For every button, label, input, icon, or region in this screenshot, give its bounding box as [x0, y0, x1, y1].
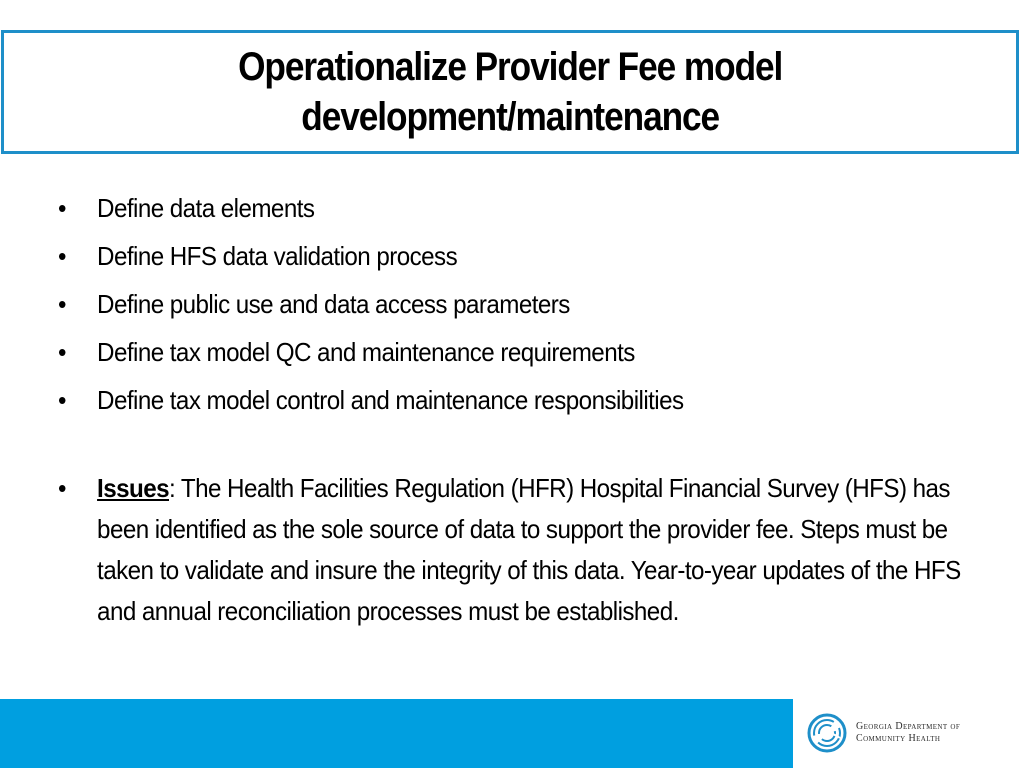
bullet-dot: •	[58, 473, 66, 503]
bullet-text: Define tax model control and maintenance responsibilities	[97, 385, 684, 415]
bullet-list	[58, 190, 961, 644]
issues-text: : The Health Facilities Regulation (HFR) Hospital Financial Survey (HFS) has been identified as the sole source of data to support the provider fee. Steps must be taken to validate and insure the integrity of this data. Year-to-year updates of the HFS and annual reconciliation processes must be established.	[97, 473, 961, 626]
issues-label: Issues	[97, 473, 170, 503]
dch-swirl-logo-icon	[806, 712, 848, 754]
dch-logo	[806, 712, 960, 754]
bullet-text: Define HFS data validation process	[97, 241, 458, 271]
bullet-text: Define data elements	[97, 193, 315, 223]
slide-title: Operationalize Provider Fee model development/maintenance	[237, 45, 783, 139]
bullet-item	[58, 382, 895, 418]
bullet-item	[58, 286, 895, 322]
bullet-dot: •	[58, 337, 66, 367]
bullet-text: Define tax model QC and maintenance requirements	[97, 337, 635, 367]
bullet-dot: •	[58, 241, 66, 271]
bullet-item	[58, 190, 895, 226]
title-box	[1, 30, 1019, 154]
logo-line-2: Community Health	[856, 733, 941, 744]
bullet-item	[58, 334, 895, 370]
bullet-dot: •	[58, 193, 66, 223]
logo-line-1: Georgia Department of	[856, 721, 961, 732]
bullet-dot: •	[58, 289, 66, 319]
bullet-text: Define public use and data access parameters	[97, 289, 570, 319]
footer-band	[0, 699, 828, 768]
issues-bullet	[58, 468, 962, 632]
bullet-item	[58, 238, 895, 274]
logo-text	[856, 721, 960, 745]
bullet-dot: •	[58, 385, 66, 415]
